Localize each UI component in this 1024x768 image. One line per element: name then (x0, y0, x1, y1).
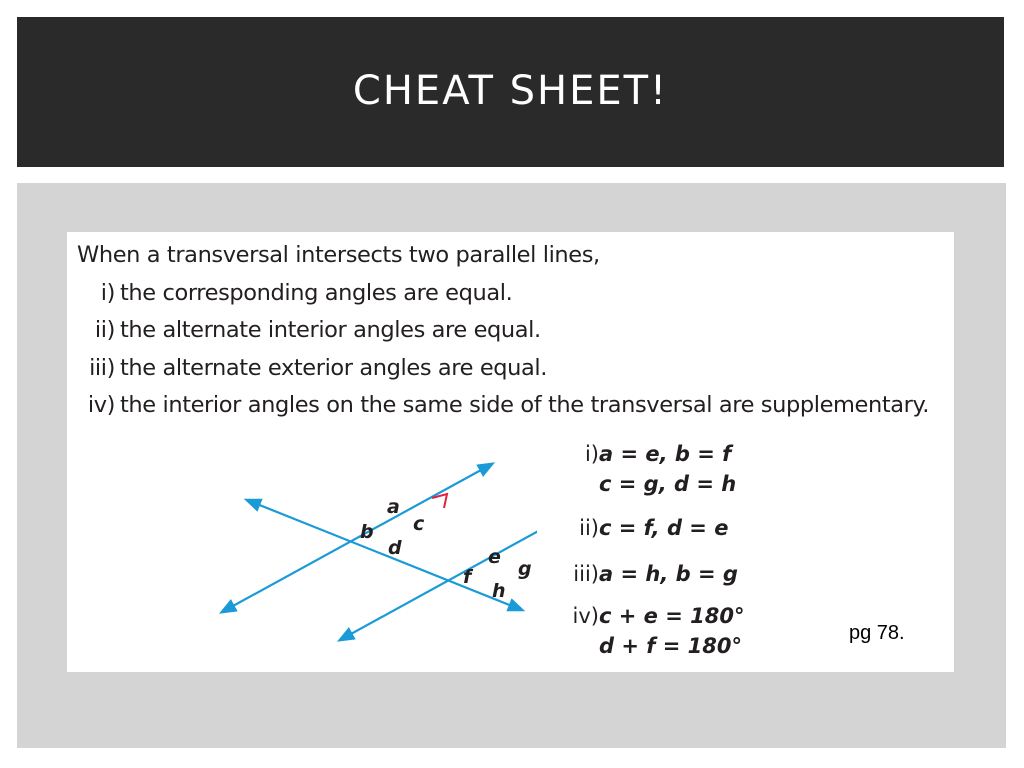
slide-title: CHEAT SHEET! (352, 68, 669, 114)
equation-line (557, 516, 728, 540)
transversal-line (247, 500, 522, 610)
equation-text: c = g, d = h (599, 472, 737, 496)
parallel-line-2 (340, 496, 537, 640)
rule-item (77, 353, 947, 391)
angle-label-h: h (492, 580, 506, 602)
angle-label-b: b (360, 521, 374, 543)
equation-label: i) (584, 442, 599, 466)
page-reference: pg 78. (849, 622, 905, 644)
title-bar (17, 17, 1004, 167)
rule-item (77, 315, 947, 353)
angle-label-f: f (463, 566, 472, 588)
equation-text: c = f, d = e (599, 516, 729, 540)
rule-item (77, 390, 947, 428)
rule-text: the corresponding angles are equal. (120, 279, 513, 306)
equation-line (557, 634, 742, 658)
angle-label-c: c (413, 513, 425, 535)
equation-label: iii) (573, 562, 599, 586)
angle-label-g: g (518, 558, 532, 580)
parallel-line-1 (222, 464, 492, 612)
equation-text: d + f = 180° (599, 634, 742, 658)
rules-intro: When a transversal intersects two parallel lines, (77, 242, 600, 268)
equation-label: ii) (579, 516, 599, 540)
angle-label-a: a (387, 496, 400, 518)
transversal-diagram (207, 452, 537, 667)
rule-text: the alternate interior angles are equal. (120, 317, 541, 343)
angle-label-d: d (388, 537, 402, 559)
rules-list (77, 240, 947, 428)
equation-label: iv) (572, 604, 599, 628)
rule-number: ii) (94, 317, 115, 343)
equation-text: a = e, b = f (599, 442, 732, 466)
rule-number: iv) (87, 392, 115, 418)
rule-number: iii) (89, 354, 115, 381)
equation-text: c + e = 180° (599, 604, 745, 628)
equation-line (557, 604, 744, 628)
equation-line (557, 442, 731, 466)
rule-item (77, 278, 947, 316)
equation-text: a = h, b = g (599, 562, 738, 586)
rule-text: the alternate exterior angles are equal. (120, 354, 548, 381)
rule-text: the interior angles on the same side of the transversal are supplementary. (120, 392, 929, 418)
equation-line (557, 562, 738, 586)
equation-line (557, 472, 736, 496)
textbook-excerpt (67, 232, 954, 672)
rule-number: i) (100, 279, 115, 306)
angle-label-e: e (488, 546, 501, 568)
